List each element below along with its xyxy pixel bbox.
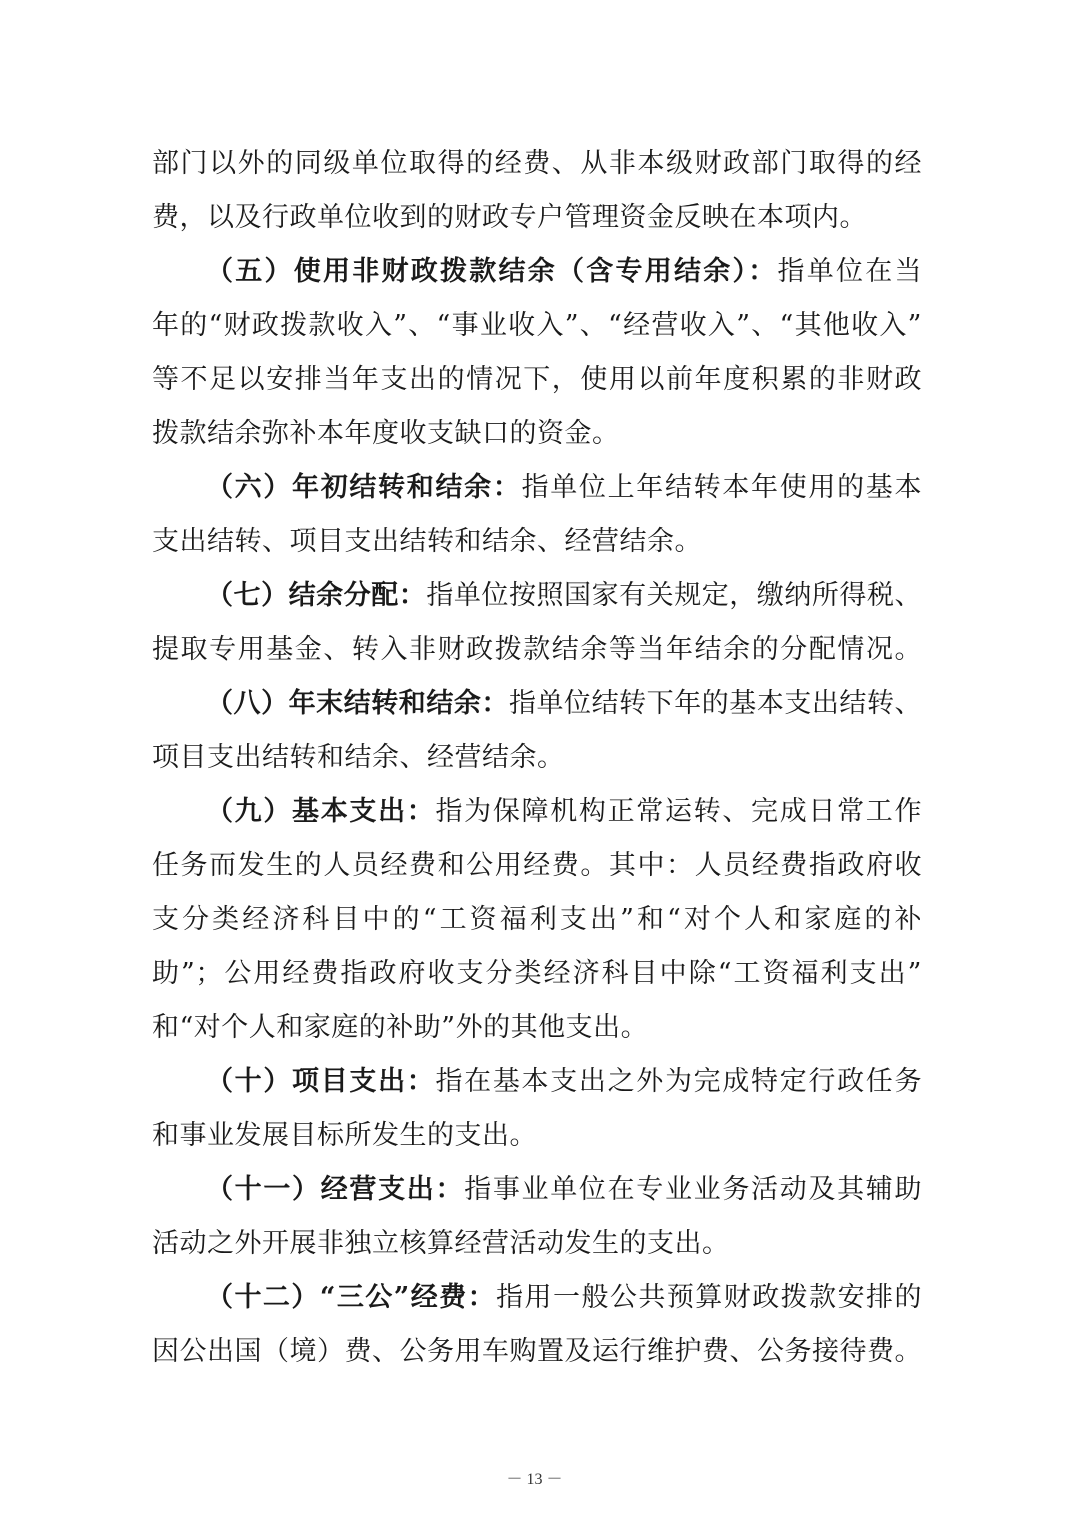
section-heading: （十一）经营支出： [206,1174,465,1205]
text-line [206,569,922,623]
text-line [152,947,922,1001]
line-text: 支出结转、项目支出结转和结余、经营结余。 [152,526,702,557]
line-text: 因公出国（境）费、公务用车购置及运行维护费、公务接待费。 [152,1336,922,1367]
text-line [152,731,922,785]
line-text: 指在基本支出之外为完成特定行政任务 [435,1066,922,1097]
page-number: － 13 － [506,1471,563,1488]
text-line [152,191,922,245]
text-line [152,299,922,353]
line-text: 助”；公用经费指政府收支分类经济科目中除“工资福利支出” [152,958,922,989]
text-line [152,893,922,947]
text-line [152,353,922,407]
text-line [206,461,922,515]
text-line [206,785,922,839]
text-line [152,1109,922,1163]
line-text: 指单位按照国家有关规定，缴纳所得税、 [426,580,923,611]
text-line [152,515,922,569]
line-text: 提取专用基金、转入非财政拨款结余等当年结余的分配情况。 [152,634,922,665]
line-text: 和事业发展目标所发生的支出。 [152,1120,537,1151]
line-text: 支分类经济科目中的“工资福利支出”和“对个人和家庭的补 [152,904,922,935]
line-text: 项目支出结转和结余、经营结余。 [152,742,565,773]
section-heading: （五）使用非财政拨款结余（含专用结余）： [206,256,778,287]
text-line [152,1217,922,1271]
section-heading: （八）年末结转和结余： [206,688,509,719]
text-line [206,1055,922,1109]
text-line [152,623,922,677]
line-text: 活动之外开展非独立核算经营活动发生的支出。 [152,1228,730,1259]
line-text: 指单位在当 [777,256,922,287]
line-text: 指单位上年结转本年使用的基本 [521,472,922,503]
line-text: 指单位结转下年的基本支出结转、 [508,688,923,719]
line-text: 和“对个人和家庭的补助”外的其他支出。 [152,1012,649,1043]
line-text: 等不足以安排当年支出的情况下，使用以前年度积累的非财政 [152,364,922,395]
text-line [152,407,922,461]
text-line [152,839,922,893]
text-line [206,1271,922,1325]
line-text: 任务而发生的人员经费和公用经费。其中：人员经费指政府收 [152,850,922,881]
line-text: 年的“财政拨款收入”、“事业收入”、“经营收入”、“其他收入” [152,310,922,341]
text-line [206,245,922,299]
text-line [152,137,922,191]
text-line [152,1001,922,1055]
line-text: 指用一般公共预算财政拨款安排的 [496,1282,922,1313]
section-heading: （十二）“三公”经费： [206,1282,497,1313]
text-line [152,1325,922,1379]
line-text: 费，以及行政单位收到的财政专户管理资金反映在本项内。 [152,202,867,233]
text-line [206,1163,922,1217]
line-text: 部门以外的同级单位取得的经费、从非本级财政部门取得的经 [152,148,922,179]
line-text: 指事业单位在专业业务活动及其辅助 [464,1174,922,1205]
section-heading: （十）项目支出： [206,1066,436,1097]
section-heading: （七）结余分配： [206,580,427,611]
section-heading: （九）基本支出： [206,796,436,827]
section-heading: （六）年初结转和结余： [206,472,522,503]
line-text: 指为保障机构正常运转、完成日常工作 [435,796,922,827]
line-text: 拨款结余弥补本年度收支缺口的资金。 [152,418,620,449]
text-line [206,677,922,731]
